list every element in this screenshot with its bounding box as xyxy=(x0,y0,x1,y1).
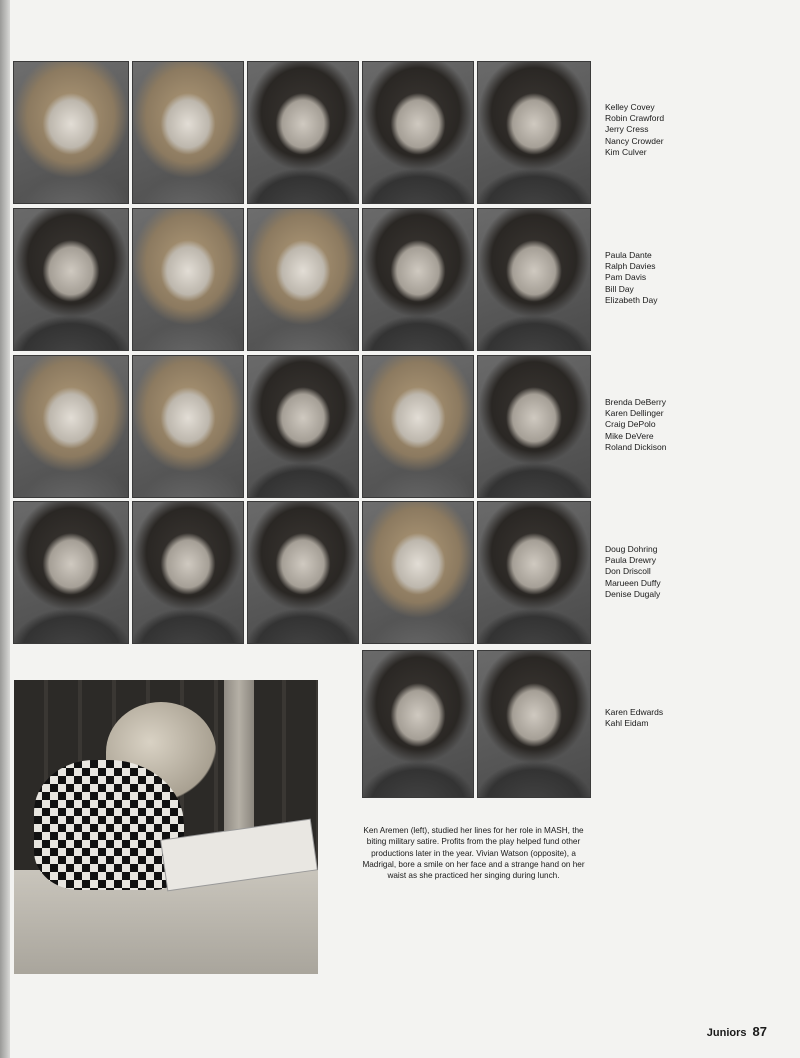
portrait-row1-5 xyxy=(477,61,591,204)
names-row5 xyxy=(605,707,795,729)
portrait-row1-2 xyxy=(132,61,244,204)
portrait-row1-4 xyxy=(362,61,474,204)
names-row1 xyxy=(605,102,795,158)
portrait-row1-3 xyxy=(247,61,359,204)
student-name: Denise Dugaly xyxy=(605,588,661,599)
student-name: Karen Dellinger xyxy=(605,408,664,419)
student-name: Pam Davis xyxy=(605,272,647,283)
portrait-row3-4 xyxy=(362,355,474,498)
student-name: Elizabeth Day xyxy=(605,294,658,305)
names-row3 xyxy=(605,397,795,453)
portrait-row5-2 xyxy=(477,650,591,798)
portrait-row4-1 xyxy=(13,501,129,644)
student-name: Robin Crawford xyxy=(605,113,665,124)
student-name: Roland Dickison xyxy=(605,441,667,452)
portrait-row4-4 xyxy=(362,501,474,644)
names-row2 xyxy=(605,250,795,306)
portrait-row3-5 xyxy=(477,355,591,498)
student-name: Kahl Eidam xyxy=(605,718,649,729)
student-name: Craig DePolo xyxy=(605,419,656,430)
page-spine-shadow xyxy=(0,0,10,1058)
portrait-row2-4 xyxy=(362,208,474,351)
student-name: Paula Dante xyxy=(605,250,652,260)
student-name: Nancy Crowder xyxy=(605,135,664,146)
portrait-row5-1 xyxy=(362,650,474,798)
student-name: Marueen Duffy xyxy=(605,577,661,588)
portrait-row2-2 xyxy=(132,208,244,351)
section-title: Juniors xyxy=(706,1027,747,1039)
portrait-row2-5 xyxy=(477,208,591,351)
student-name: Jerry Cress xyxy=(605,124,649,135)
portrait-row4-2 xyxy=(132,501,244,644)
portrait-row2-3 xyxy=(247,208,359,351)
student-name: Karen Edwards xyxy=(605,707,664,717)
student-name: Doug Dohring xyxy=(605,544,658,554)
candid-checkered-sweater xyxy=(34,760,184,890)
page-footer xyxy=(707,1024,767,1039)
student-name: Paula Drewry xyxy=(605,555,657,566)
portrait-row3-1 xyxy=(13,355,129,498)
portrait-row2-1 xyxy=(13,208,129,351)
student-name: Kelley Covey xyxy=(605,102,655,112)
student-name: Don Driscoll xyxy=(605,566,651,577)
page-number: 87 xyxy=(752,1024,767,1039)
student-name: Mike DeVere xyxy=(605,430,654,441)
names-row4 xyxy=(605,544,795,600)
portrait-row4-3 xyxy=(247,501,359,644)
portrait-row3-2 xyxy=(132,355,244,498)
student-name: Brenda DeBerry xyxy=(605,397,666,407)
portrait-row3-3 xyxy=(247,355,359,498)
photo-caption: Ken Aremen (left), studied her lines for her role in MASH, the biting military satire. Profits from the play helped fund other productions later in the year. Vivian Watson (opposite), a Madrigal, bore a smile on her face and a strange hand on her waist as she practiced her singing during lunch. xyxy=(362,826,585,881)
candid-photo xyxy=(14,680,318,974)
student-name: Bill Day xyxy=(605,283,634,294)
student-name: Kim Culver xyxy=(605,146,647,157)
student-name: Ralph Davies xyxy=(605,261,656,272)
portrait-row4-5 xyxy=(477,501,591,644)
portrait-row1-1 xyxy=(13,61,129,204)
